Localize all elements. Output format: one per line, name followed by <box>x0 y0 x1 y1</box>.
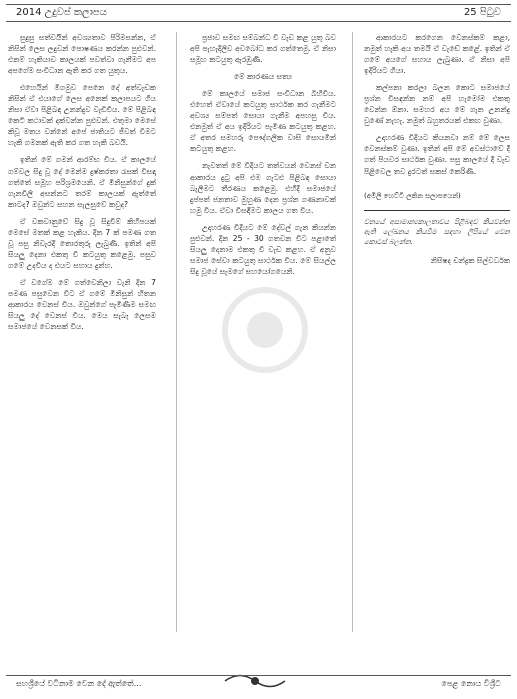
paragraph: එහෙයින් මීගමුව පෙනෙ දේ අත්වැඩක නිසින් ඒ එයාගේ ලෙස අනෙක් කලාපයට ගිය නිසා ඒවා පිළිබඳ උනන්දුව වැඩිවිය. මේ පිළිබඳ කෙටි කථාවක් දක්වන්න පුළුවන්. එතුමා මෙසේ කිවූ මතය වන්නේ අපේ ජාතියට ජීවත් වීමට හැකි ගමනක් ඇති කර ගත හැකි බවයි. <box>8 83 156 148</box>
page-header <box>6 4 511 22</box>
paragraph: ඒ වකවානුවේ සිදු වූ සිදුවීම් කිහිපයක් මෙසේ මතක් කළ හැකිය. දින 7 ක් පමණ ගත වූ පසු නිවැරදි තොරතුරු ලැබුණි. ඉතින් අපි සියලු දෙනා එකතු වී කටයුතු කළෙමු. පසුව ගමේ උදවිය ද එයට සහාය දුන්හ. <box>8 216 156 270</box>
paragraph: සුදුසු සත්වයින් අවශ්‍යතාව පිරිමසන්න, ඒ නිසින් ලෙස ලදුවන් පොෂණය කරන්න පුළුවන්. එනම් හැකියාව කාලයක් පවත්වා ගැනීමට අප අපගේම සංවිධාන ඇති කර ගත යුතුය. <box>8 33 156 76</box>
article-column-1 <box>8 32 156 632</box>
page-footer <box>6 675 511 692</box>
paragraph: නැවතත් මේ විදියට තත්වයන් වෙනස් වන ආකාරය දුටු අපි එම ගැටළු පිළිබඳ සොයා බැලීමට තීරණය කළෙමු. එහිදී සමාජයේ දුප්පත් ජනතාව මුහුණ දෙන ප්‍රශ්න ගණනාවක් හමු විය. ඒවා විසඳීමට කාලය ගත විය. <box>190 161 336 215</box>
article-column-3 <box>364 32 510 632</box>
header-issue: 2014 උදුවප් කලාපය <box>16 7 107 18</box>
paragraph: ආකාරයට කරගෙන වෙනස්කම් කළා, නමුත් හැකි අය තමයි ඒ වැඩේ කළේ. ඉතින් ඒ ගමේ අයගේ සහාය ලැබුණා. ඒ නිසා අපි ඉදිරියට ගියා. <box>364 33 510 76</box>
footer-right-text: පෙළ නොය විශ්‍රීට <box>441 679 501 688</box>
paragraph: ඉතින් මේ ගමන් ආරම්භ විය. ඒ කාලයේ ගම්වල සිදු වූ දේ මෙන්ම දුෂ්කරතා රැසක් විසඳා ගත්තේ සමූහ පරිශ්‍රමයෙනි. ඒ මිනිසුන්ගේ දුක් ගැනවිලි අසන්නට තරම් කාලයක් ඇත්තේ කාටද? ඔවුන්ට සහන සැලසුවේ කවුද? <box>8 155 156 209</box>
column-divider <box>352 32 353 632</box>
subheading: මේ කාරණය සත්‍ය <box>233 72 293 82</box>
footer-left-text: සහශ්‍රීයේ වටිනාම වෙන දේ ඇත්තේ... <box>16 679 142 688</box>
separator-line <box>364 210 510 211</box>
paragraph: ඒ වගේම මේ ගත්වෙනිලා වැනි දින 7 පමණ පසුවෙන විට ඒ ගමේ මිනිසුන් හිතන ආකාරය වෙනස් විය. ඔවුන්ගේ පැමිණීම සමඟ සියලු දේ වෙනස් විය. මෙය සැබෑ ලෙසම සමාජයේ වෙනසක් විය. <box>8 277 156 332</box>
article-column-2 <box>190 32 336 632</box>
editor-note: වනයේ අසාමාන්‍යකාලතාවය පිළිබඳව කියවන්න ඇති ලේඛනය කියවීම සඳහා ලිපියේ වෙන කොටස් බලන්න. <box>364 217 510 246</box>
credit-line: (අමිලි හෙට්ටි ලකින සලාපයෙන්) <box>364 191 461 200</box>
paragraph: මේ කාලයේ සමාජ සංවිධාන බිහිවිය. එහෙත් ඒවායේ කටයුතු සාර්ථක කර ගැනීමට අවශ්‍ය සම්පත් සොයා ගැනීම අපහසු විය. එනමුත් ඒ අය ඉදිරියට පැමිණ කටයුතු කළහ. ඒ අතර සමහරු පෞද්ගලික වාසි සොයමින් කටයුතු කළහ. <box>190 89 336 154</box>
paragraph: ප්‍රජාව සමඟ සම්බන්ධ වී වැඩ කළ යුතු බව අපි පැහැදිලිව අවබෝධ කර ගත්තෙමු. ඒ නිසා සමූහ කටයුතු ඇරඹුණි. <box>190 33 336 65</box>
paragraph: උදාහරණ විදියට මේ දේවල් ගැන කියන්න පුළුවන්. දින 25 - 30 ගතවන විට පළාතේ සියලු දෙනාම එකතු වී වැඩ කළහ. ඒ අනුව සමාජ සේවා කටයුතු සාර්ථක විය. මේ සියල්ල සිදු වූයේ සැමගේ සහයෝගයෙනි. <box>190 222 336 276</box>
author-signature: නිසිෂද චන්ද්‍රක සිල්වර්ධක <box>430 255 510 265</box>
column-divider <box>176 32 177 632</box>
header-page-number: 25 පිටුව <box>463 7 501 18</box>
paragraph: කල්පනා කරලා බලන කොට සමාජයේ ප්‍රශ්න විසඳන්න නම් අපි හැමෝම එකතු වෙන්න ඕනා. සමහර අය මේ ගැන උනන්දු වුණේ නැහැ. නමුත් බහුතරයක් එකඟ වුණා. <box>364 83 510 126</box>
paragraph: උදාහරණ විදියට කියනවා නම් මේ ලෙස වෙනස්කම් වුණා. ඉතින් අපි මේ අවස්ථාවේ දී ගත් පියවර සාර්ථක වුණා. පසු කාලයේ දී වැඩ පිළිවෙල තව දුරටත් සකස් කෙරිණි. <box>364 133 510 176</box>
